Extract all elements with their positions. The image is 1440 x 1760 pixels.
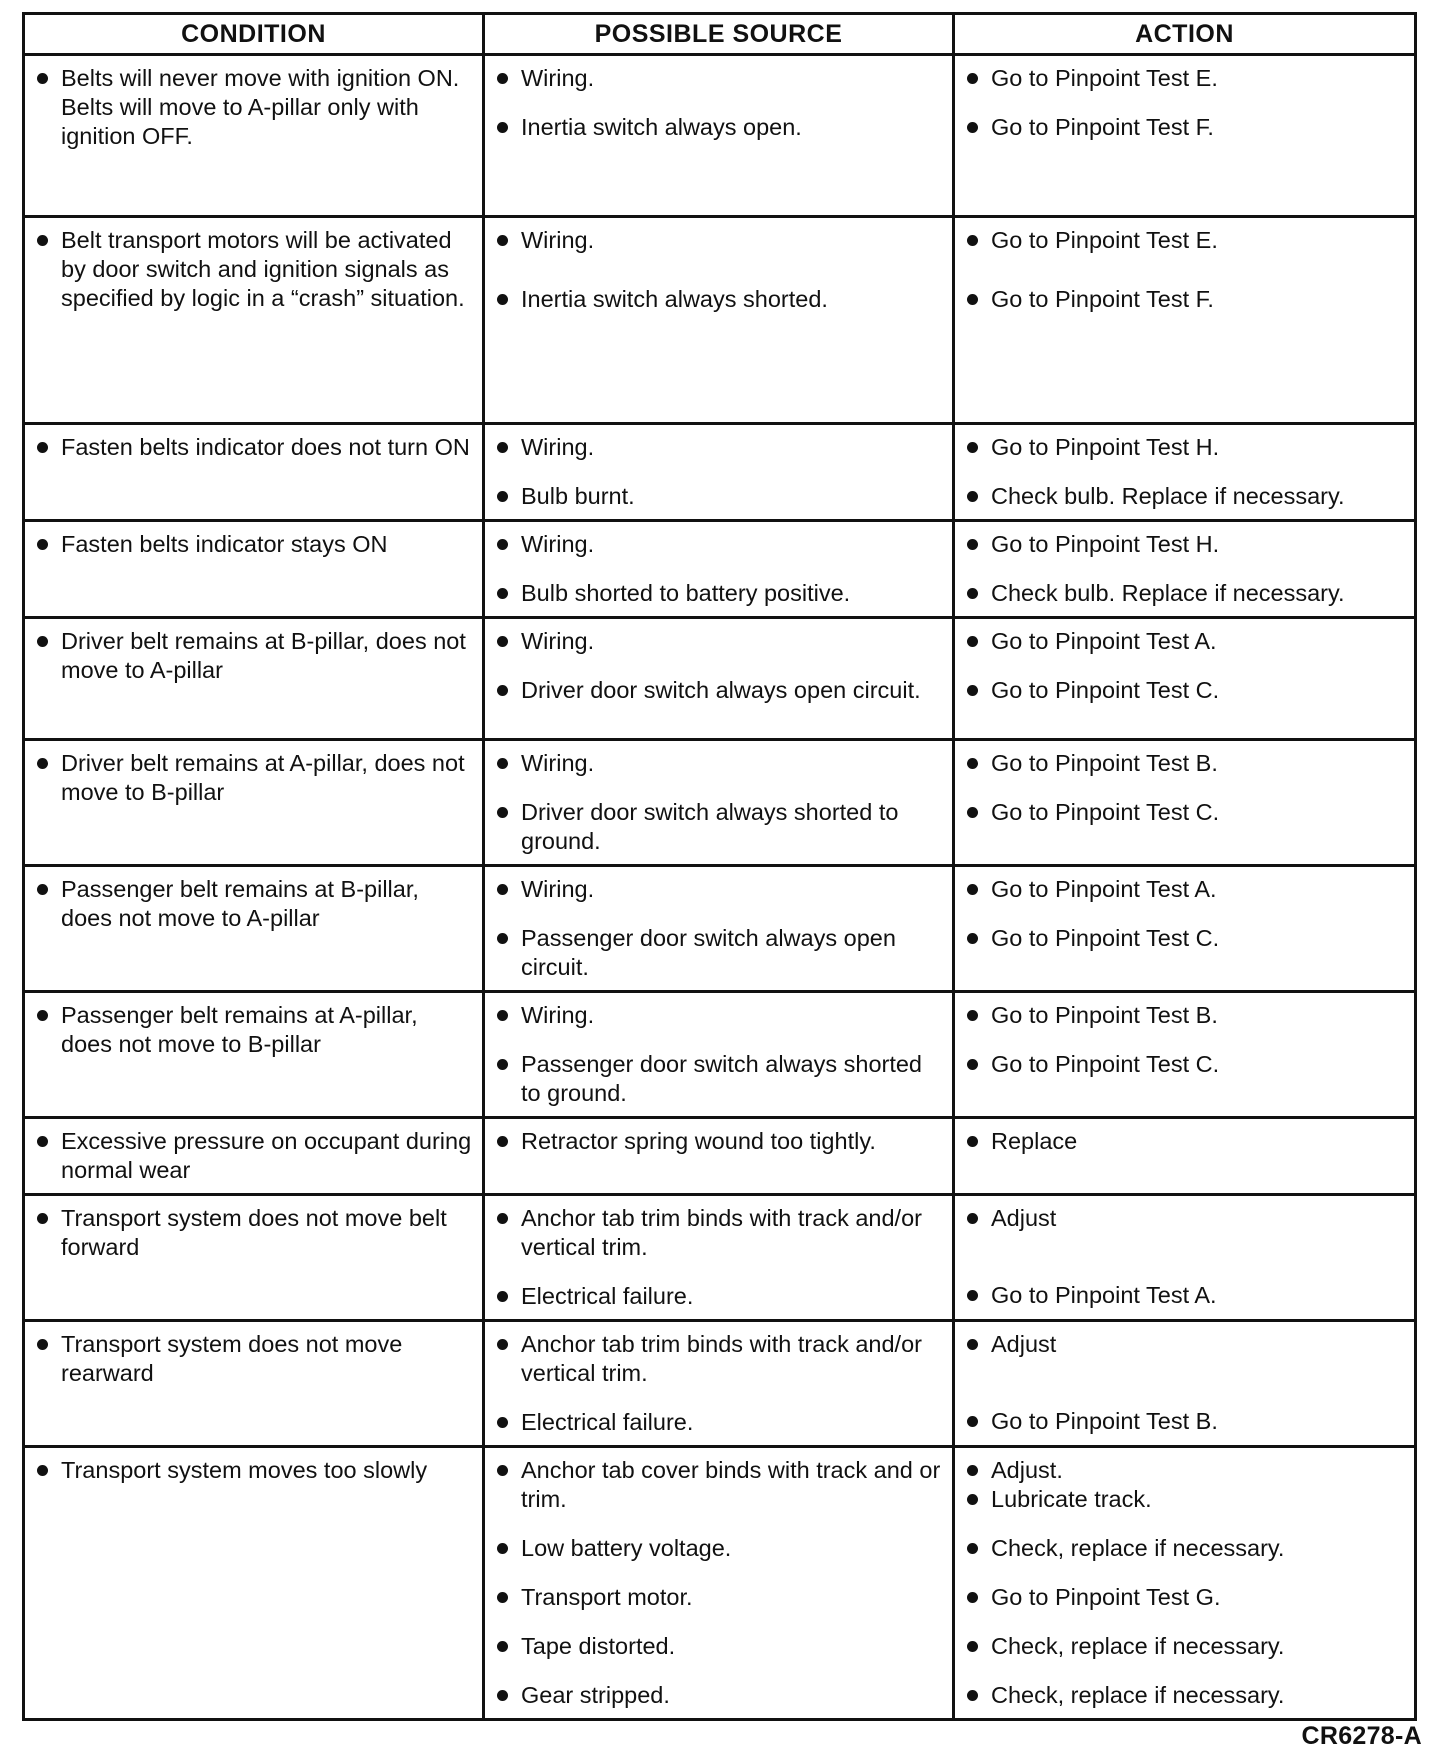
condition-cell xyxy=(24,866,484,992)
condition-cell xyxy=(24,217,484,424)
condition-text: Excessive pressure on occupant during normal wear xyxy=(61,1128,472,1183)
action-text: Go to Pinpoint Test G. xyxy=(991,1584,1221,1610)
table-row xyxy=(24,424,1416,521)
source-text: Wiring. xyxy=(521,1002,595,1028)
source-text: Bulb burnt. xyxy=(521,483,635,509)
action-text: Go to Pinpoint Test B. xyxy=(991,1408,1218,1434)
source-text: Retractor spring wound too tightly. xyxy=(521,1128,876,1154)
action-text: Go to Pinpoint Test A. xyxy=(991,876,1217,902)
table-row xyxy=(24,866,1416,992)
table-row xyxy=(24,1118,1416,1195)
action-text: Go to Pinpoint Test C. xyxy=(991,925,1220,951)
bullet-icon xyxy=(37,884,48,895)
action-cell xyxy=(954,1321,1416,1447)
bullet-icon xyxy=(967,807,978,818)
bullet-icon xyxy=(967,1592,978,1603)
condition-cell xyxy=(24,1321,484,1447)
action-text: Check bulb. Replace if necessary. xyxy=(991,580,1345,606)
table-row xyxy=(24,1447,1416,1720)
source-cell xyxy=(484,424,954,521)
bullet-icon xyxy=(497,442,508,453)
condition-text: Belt transport motors will be activated by door switch and ignition signals as specified by logic in a “crash” situation. xyxy=(61,227,465,311)
bullet-icon xyxy=(967,1213,978,1224)
condition-cell xyxy=(24,1447,484,1720)
action-text: Go to Pinpoint Test H. xyxy=(991,434,1220,460)
condition-cell xyxy=(24,618,484,740)
condition-cell xyxy=(24,1195,484,1321)
action-text: Check bulb. Replace if necessary. xyxy=(991,483,1345,509)
source-text: Anchor tab trim binds with track and/or vertical trim. xyxy=(521,1205,922,1260)
bullet-icon xyxy=(497,1213,508,1224)
table-row xyxy=(24,1321,1416,1447)
action-cell xyxy=(954,866,1416,992)
bullet-icon xyxy=(967,588,978,599)
bullet-icon xyxy=(967,294,978,305)
condition-text: Driver belt remains at A-pillar, does not move to B-pillar xyxy=(61,750,465,805)
action-text: Go to Pinpoint Test C. xyxy=(991,677,1220,703)
source-text: Inertia switch always shorted. xyxy=(521,286,828,312)
source-cell xyxy=(484,55,954,217)
bullet-icon xyxy=(497,1059,508,1070)
bullet-icon xyxy=(967,758,978,769)
condition-text: Passenger belt remains at B-pillar, does not move to A-pillar xyxy=(61,876,419,931)
source-text: Wiring. xyxy=(521,227,595,253)
bullet-icon xyxy=(497,1136,508,1147)
action-text: Adjust xyxy=(991,1331,1057,1357)
action-text: Adjust. xyxy=(991,1457,1063,1483)
action-text: Go to Pinpoint Test B. xyxy=(991,1002,1218,1028)
condition-text: Transport system does not move rearward xyxy=(61,1331,403,1386)
action-cell xyxy=(954,55,1416,217)
bullet-icon xyxy=(497,884,508,895)
action-cell xyxy=(954,992,1416,1118)
action-text: Go to Pinpoint Test E. xyxy=(991,65,1218,91)
action-text: Go to Pinpoint Test B. xyxy=(991,750,1218,776)
bullet-icon xyxy=(967,1465,978,1476)
bullet-icon xyxy=(967,1290,978,1301)
header-possible-source: POSSIBLE SOURCE xyxy=(484,14,954,55)
bullet-icon xyxy=(967,539,978,550)
header-condition: CONDITION xyxy=(24,14,484,55)
action-text: Go to Pinpoint Test E. xyxy=(991,227,1218,253)
table-row xyxy=(24,217,1416,424)
source-text: Passenger door switch always open circuit. xyxy=(521,925,896,980)
bullet-icon xyxy=(967,1136,978,1147)
bullet-icon xyxy=(497,294,508,305)
action-cell xyxy=(954,217,1416,424)
source-cell xyxy=(484,1118,954,1195)
bullet-icon xyxy=(497,588,508,599)
bullet-icon xyxy=(967,73,978,84)
bullet-icon xyxy=(497,73,508,84)
action-text: Go to Pinpoint Test F. xyxy=(991,286,1214,312)
action-text: Go to Pinpoint Test H. xyxy=(991,531,1220,557)
condition-cell xyxy=(24,1118,484,1195)
action-text: Go to Pinpoint Test A. xyxy=(991,1282,1217,1308)
source-text: Wiring. xyxy=(521,65,595,91)
source-cell xyxy=(484,217,954,424)
action-cell xyxy=(954,521,1416,618)
condition-text: Transport system moves too slowly xyxy=(61,1457,428,1483)
source-cell xyxy=(484,866,954,992)
source-text: Wiring. xyxy=(521,876,595,902)
condition-text: Transport system does not move belt forward xyxy=(61,1205,447,1260)
action-cell xyxy=(954,1118,1416,1195)
action-text: Check, replace if necessary. xyxy=(991,1535,1285,1561)
bullet-icon xyxy=(497,1543,508,1554)
bullet-icon xyxy=(497,1465,508,1476)
bullet-icon xyxy=(497,491,508,502)
action-text: Go to Pinpoint Test C. xyxy=(991,799,1220,825)
condition-text: Fasten belts indicator stays ON xyxy=(61,531,388,557)
bullet-icon xyxy=(37,235,48,246)
bullet-icon xyxy=(497,1010,508,1021)
source-text: Anchor tab trim binds with track and/or vertical trim. xyxy=(521,1331,922,1386)
source-text: Driver door switch always shorted to ground. xyxy=(521,799,899,854)
bullet-icon xyxy=(497,1291,508,1302)
action-text: Lubricate track. xyxy=(991,1486,1152,1512)
action-text: Replace xyxy=(991,1128,1078,1154)
bullet-icon xyxy=(967,1059,978,1070)
figure-code: CR6278-A xyxy=(1301,1722,1422,1750)
bullet-icon xyxy=(497,235,508,246)
table-row xyxy=(24,521,1416,618)
action-cell xyxy=(954,1447,1416,1720)
source-cell xyxy=(484,521,954,618)
action-cell xyxy=(954,1195,1416,1321)
condition-text: Fasten belts indicator does not turn ON xyxy=(61,434,470,460)
source-text: Anchor tab cover binds with track and or trim. xyxy=(521,1457,941,1512)
bullet-icon xyxy=(967,1339,978,1350)
action-text: Check, replace if necessary. xyxy=(991,1682,1285,1708)
bullet-icon xyxy=(497,758,508,769)
source-text: Bulb shorted to battery positive. xyxy=(521,580,851,606)
bullet-icon xyxy=(967,1416,978,1427)
bullet-icon xyxy=(37,1213,48,1224)
bullet-icon xyxy=(37,73,48,84)
bullet-icon xyxy=(37,539,48,550)
bullet-icon xyxy=(967,1690,978,1701)
condition-cell xyxy=(24,992,484,1118)
header-action: ACTION xyxy=(954,14,1416,55)
source-text: Passenger door switch always shorted to ground. xyxy=(521,1051,923,1106)
bullet-icon xyxy=(497,1339,508,1350)
source-cell xyxy=(484,1447,954,1720)
condition-text: Driver belt remains at B-pillar, does not move to A-pillar xyxy=(61,628,466,683)
bullet-icon xyxy=(967,1543,978,1554)
table-row xyxy=(24,740,1416,866)
source-text: Wiring. xyxy=(521,434,595,460)
source-text: Driver door switch always open circuit. xyxy=(521,677,921,703)
bullet-icon xyxy=(497,685,508,696)
condition-cell xyxy=(24,424,484,521)
action-cell xyxy=(954,740,1416,866)
action-cell xyxy=(954,424,1416,521)
bullet-icon xyxy=(967,884,978,895)
source-cell xyxy=(484,618,954,740)
source-text: Wiring. xyxy=(521,628,595,654)
bullet-icon xyxy=(497,122,508,133)
header-row xyxy=(24,14,1416,55)
bullet-icon xyxy=(37,758,48,769)
bullet-icon xyxy=(497,539,508,550)
source-text: Wiring. xyxy=(521,531,595,557)
source-cell xyxy=(484,1321,954,1447)
action-cell xyxy=(954,618,1416,740)
bullet-icon xyxy=(967,235,978,246)
bullet-icon xyxy=(967,1494,978,1505)
bullet-icon xyxy=(37,442,48,453)
source-text: Wiring. xyxy=(521,750,595,776)
table-row xyxy=(24,618,1416,740)
bullet-icon xyxy=(497,1417,508,1428)
bullet-icon xyxy=(967,933,978,944)
action-text: Go to Pinpoint Test F. xyxy=(991,114,1214,140)
bullet-icon xyxy=(967,636,978,647)
source-text: Gear stripped. xyxy=(521,1682,670,1708)
bullet-icon xyxy=(967,1641,978,1652)
bullet-icon xyxy=(37,1010,48,1021)
table-row xyxy=(24,992,1416,1118)
source-text: Electrical failure. xyxy=(521,1283,694,1309)
source-text: Tape distorted. xyxy=(521,1633,676,1659)
source-cell xyxy=(484,1195,954,1321)
bullet-icon xyxy=(497,1641,508,1652)
table-row xyxy=(24,1195,1416,1321)
bullet-icon xyxy=(497,933,508,944)
bullet-icon xyxy=(497,1592,508,1603)
condition-text: Belts will never move with ignition ON. Belts will move to A-pillar only with ignition OFF. xyxy=(61,65,460,149)
action-text: Check, replace if necessary. xyxy=(991,1633,1285,1659)
bullet-icon xyxy=(37,1136,48,1147)
condition-cell xyxy=(24,55,484,217)
source-cell xyxy=(484,992,954,1118)
bullet-icon xyxy=(37,636,48,647)
diagnosis-table xyxy=(22,12,1417,1721)
action-text: Adjust xyxy=(991,1205,1057,1231)
bullet-icon xyxy=(497,636,508,647)
condition-cell xyxy=(24,521,484,618)
condition-cell xyxy=(24,740,484,866)
bullet-icon xyxy=(967,1010,978,1021)
source-text: Inertia switch always open. xyxy=(521,114,802,140)
bullet-icon xyxy=(967,685,978,696)
bullet-icon xyxy=(967,442,978,453)
source-text: Electrical failure. xyxy=(521,1409,694,1435)
source-text: Transport motor. xyxy=(521,1584,693,1610)
bullet-icon xyxy=(497,807,508,818)
table-row xyxy=(24,55,1416,217)
bullet-icon xyxy=(967,491,978,502)
action-text: Go to Pinpoint Test C. xyxy=(991,1051,1220,1077)
condition-text: Passenger belt remains at A-pillar, does not move to B-pillar xyxy=(61,1002,418,1057)
source-text: Low battery voltage. xyxy=(521,1535,732,1561)
bullet-icon xyxy=(497,1690,508,1701)
source-cell xyxy=(484,740,954,866)
bullet-icon xyxy=(37,1339,48,1350)
bullet-icon xyxy=(37,1465,48,1476)
action-text: Go to Pinpoint Test A. xyxy=(991,628,1217,654)
bullet-icon xyxy=(967,122,978,133)
